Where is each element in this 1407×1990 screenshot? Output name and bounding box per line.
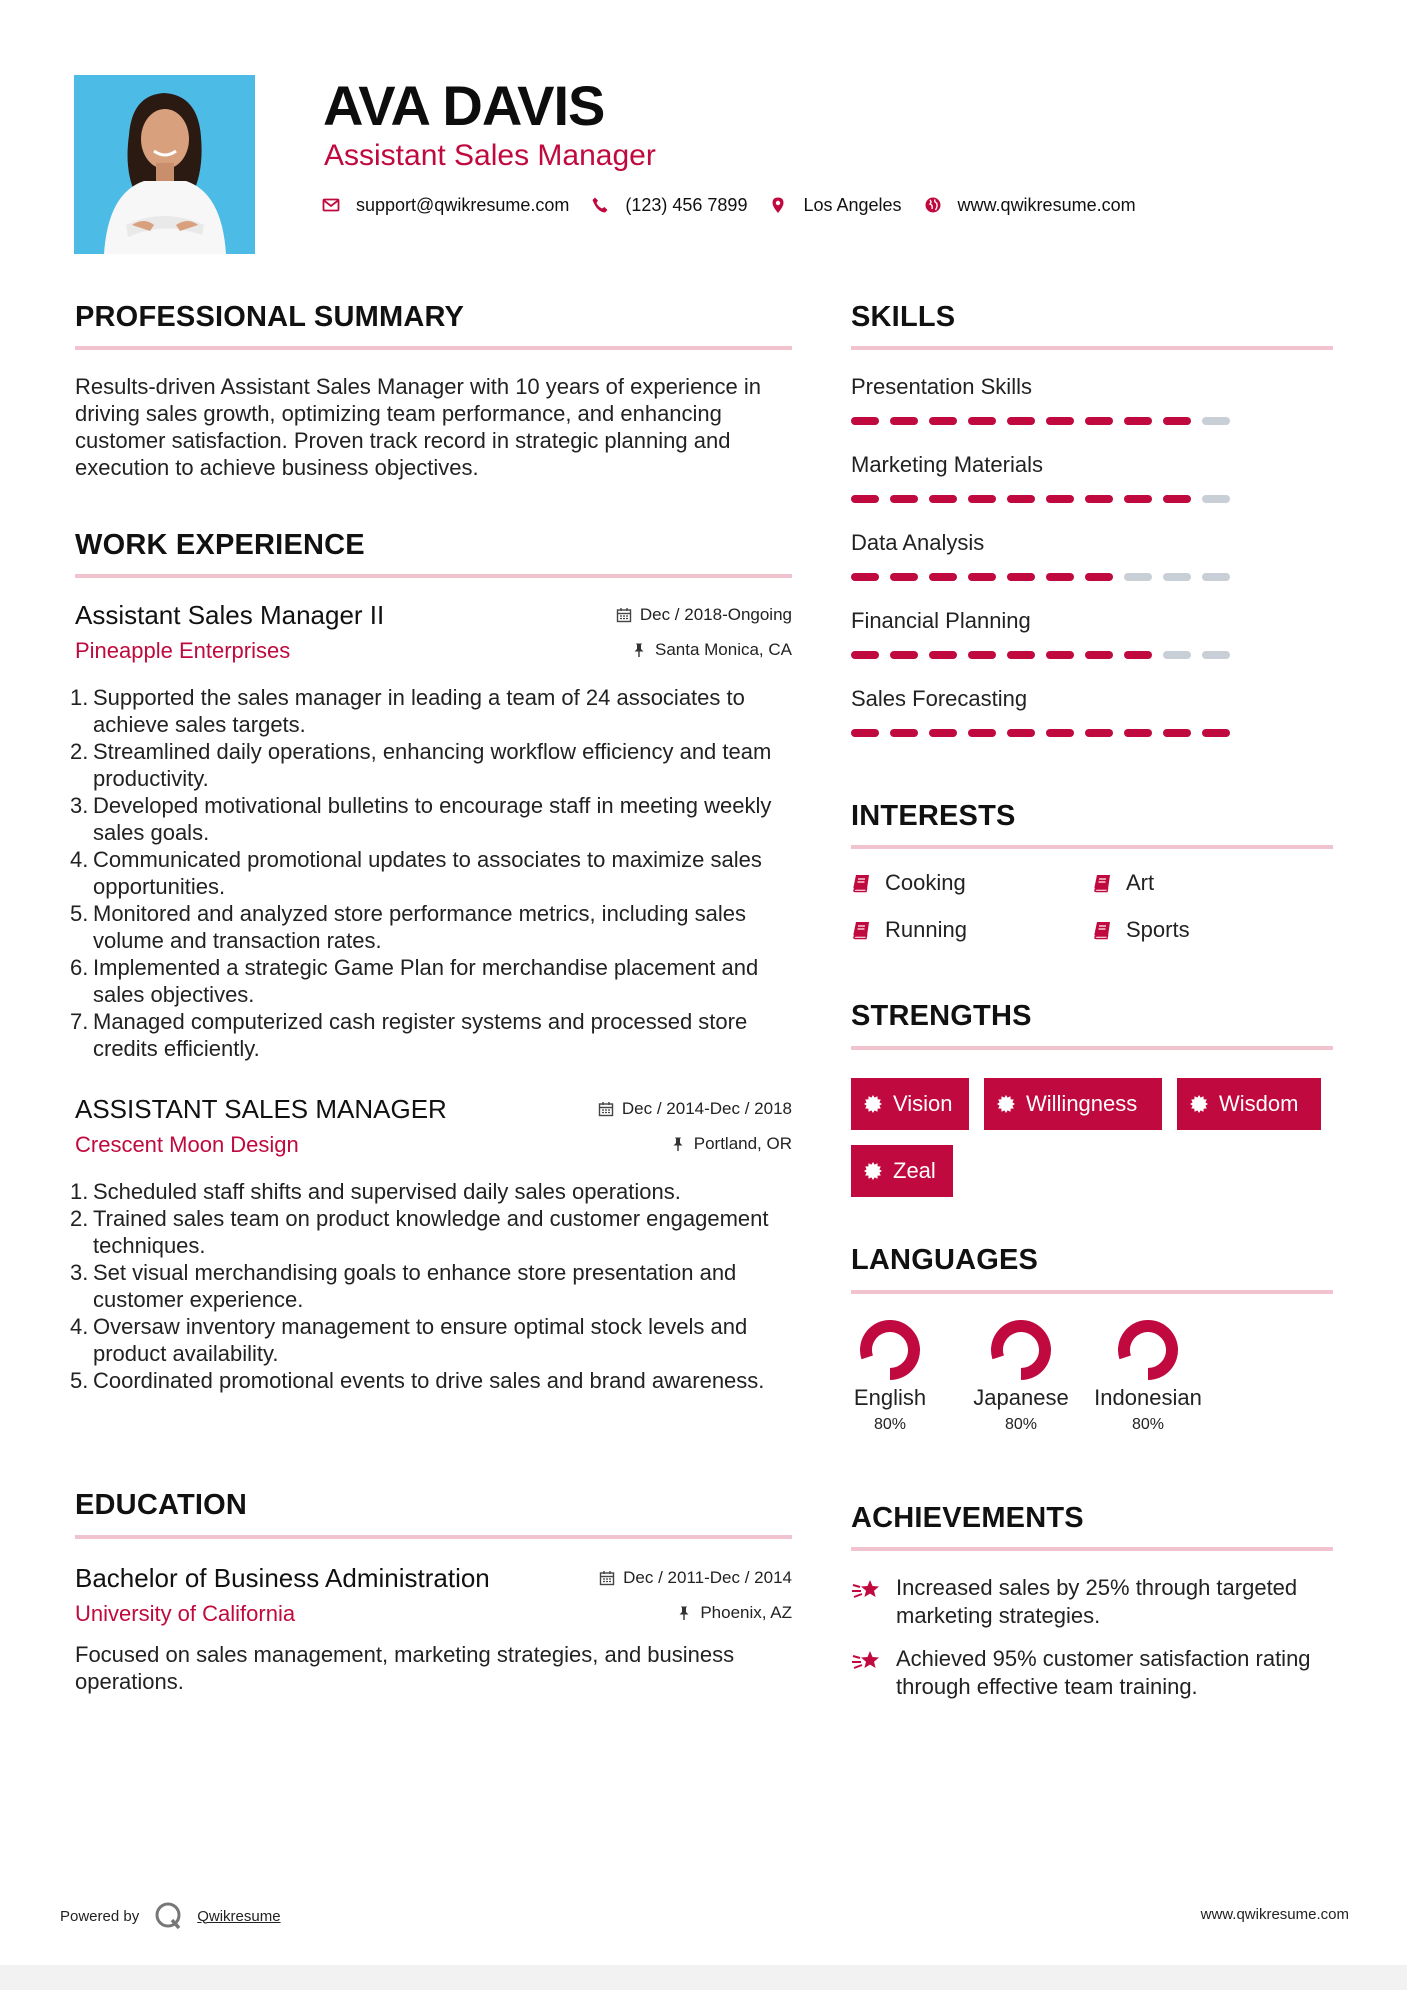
skill-item xyxy=(851,529,1251,557)
skill-segment xyxy=(1085,573,1113,581)
contact-location xyxy=(769,195,901,216)
gear-badge-icon xyxy=(863,1161,883,1181)
skill-segment xyxy=(1124,417,1152,425)
education-description: Focused on sales management, marketing strategies, and business operations. xyxy=(75,1642,735,1694)
website-text: www.qwikresume.com xyxy=(957,194,1136,215)
education-date xyxy=(599,1568,792,1588)
portrait-illustration xyxy=(74,75,255,254)
interest-label: Art xyxy=(1126,870,1155,895)
skill-name: Marketing Materials xyxy=(851,452,1043,477)
list-item: 6. Implemented a strategic Game Plan for merchandise placement and sales objectives. xyxy=(70,955,759,1007)
shooting-star-icon xyxy=(851,1576,883,1604)
interest-label: Cooking xyxy=(885,870,966,895)
powered-by-label: Powered by xyxy=(60,1907,140,1925)
skill-segment xyxy=(1163,729,1191,737)
achievement-item xyxy=(851,1574,1351,1630)
skill-segment xyxy=(1163,573,1191,581)
qwikresume-logo-icon xyxy=(153,1900,185,1932)
skill-name: Sales Forecasting xyxy=(851,686,1028,711)
job-location-text-2: Portland, OR xyxy=(693,1134,792,1153)
skill-segment xyxy=(851,651,879,659)
interest-item xyxy=(1092,917,1190,943)
list-item: 1. Scheduled staff shifts and supervised daily sales operations. xyxy=(70,1179,681,1204)
skill-segment xyxy=(890,495,918,503)
strength-label: Zeal xyxy=(893,1158,936,1183)
skill-level-bar xyxy=(851,651,1251,659)
achievement-text: Achieved 95% customer satisfaction rating through effective team training. xyxy=(896,1646,1311,1699)
strengths-rule xyxy=(851,1046,1333,1050)
skill-segment xyxy=(968,495,996,503)
language-ring xyxy=(1116,1318,1180,1382)
interest-item xyxy=(851,917,967,943)
skill-segment xyxy=(1163,495,1191,503)
job-bullets-2 xyxy=(70,1178,800,1394)
skill-segment xyxy=(1124,729,1152,737)
language-name: Indonesian xyxy=(1094,1385,1202,1410)
skill-segment xyxy=(929,417,957,425)
skill-segment xyxy=(1085,651,1113,659)
skill-segment xyxy=(1202,651,1230,659)
skill-segment xyxy=(929,729,957,737)
skill-segment xyxy=(1202,573,1230,581)
skill-segment xyxy=(1085,417,1113,425)
job-entry-2 xyxy=(75,1093,792,1163)
skill-segment xyxy=(1124,573,1152,581)
job-date-text-2: Dec / 2014-Dec / 2018 xyxy=(621,1099,792,1118)
profile-photo xyxy=(74,75,255,254)
skill-item xyxy=(851,685,1251,713)
interest-item xyxy=(851,870,966,896)
education-rule xyxy=(75,1535,792,1539)
job-location-1 xyxy=(631,640,792,660)
skill-segment xyxy=(1202,417,1230,425)
degree-name: Bachelor of Business Administration xyxy=(75,1563,490,1593)
job-location-text-1: Santa Monica, CA xyxy=(654,640,792,659)
skill-segment xyxy=(1202,729,1230,737)
book-icon xyxy=(851,919,873,941)
language-ring xyxy=(989,1318,1053,1382)
skill-segment xyxy=(1085,729,1113,737)
interest-item xyxy=(1092,870,1154,896)
job-company-1: Pineapple Enterprises xyxy=(75,638,291,663)
school-name: University of California xyxy=(75,1601,296,1626)
skills-rule xyxy=(851,346,1333,350)
language-item xyxy=(845,1318,935,1436)
location-text: Los Angeles xyxy=(803,194,902,215)
language-percent: 80% xyxy=(1004,1416,1038,1433)
skill-segment xyxy=(968,417,996,425)
skill-name: Financial Planning xyxy=(851,608,1031,633)
summary-heading: PROFESSIONAL SUMMARY xyxy=(75,301,465,333)
education-entry xyxy=(75,1562,792,1632)
achievement-item xyxy=(851,1645,1351,1701)
skill-segment xyxy=(890,573,918,581)
job-date-text-1: Dec / 2018-Ongoing xyxy=(639,605,792,624)
list-item: 3. Developed motivational bulletins to encourage staff in meeting weekly sales goals. xyxy=(70,793,772,845)
list-item: 4. Oversaw inventory management to ensure optimal stock levels and product availability. xyxy=(70,1314,748,1366)
skill-segment xyxy=(1202,495,1230,503)
list-item: 5. Monitored and analyzed store performance metrics, including sales volume and transaction rates. xyxy=(70,901,746,953)
interests-heading: INTERESTS xyxy=(851,800,1016,832)
skill-segment xyxy=(890,651,918,659)
skill-item xyxy=(851,607,1251,635)
skill-segment xyxy=(929,573,957,581)
candidate-title: Assistant Sales Manager xyxy=(324,139,656,172)
education-location xyxy=(676,1603,792,1623)
strength-badge xyxy=(984,1078,1162,1130)
contact-email[interactable] xyxy=(322,195,569,216)
contact-website[interactable] xyxy=(924,195,1136,216)
list-item: 2. Trained sales team on product knowledge and customer engagement techniques. xyxy=(70,1206,769,1258)
skill-segment xyxy=(1007,573,1035,581)
skill-segment xyxy=(851,573,879,581)
pushpin-icon xyxy=(631,642,647,658)
list-item: 1. Supported the sales manager in leading a team of 24 associates to achieve sales targets. xyxy=(70,685,745,737)
list-item: 2. Streamlined daily operations, enhancing workflow efficiency and team productivity. xyxy=(70,739,772,791)
job-company-2: Crescent Moon Design xyxy=(75,1132,299,1157)
skill-level-bar xyxy=(851,495,1251,503)
education-heading: EDUCATION xyxy=(75,1489,248,1521)
skill-segment xyxy=(1124,651,1152,659)
achievement-text: Increased sales by 25% through targeted marketing strategies. xyxy=(896,1575,1298,1628)
email-text: support@qwikresume.com xyxy=(356,194,570,215)
skill-segment xyxy=(929,651,957,659)
page-bottom-edge xyxy=(0,1965,1407,1990)
candidate-name: AVA DAVIS xyxy=(323,74,605,137)
skill-segment xyxy=(1085,495,1113,503)
skill-segment xyxy=(851,495,879,503)
skill-segment xyxy=(968,573,996,581)
skill-segment xyxy=(1007,729,1035,737)
job-title-2: ASSISTANT SALES MANAGER xyxy=(75,1094,447,1124)
contact-bar xyxy=(322,192,1158,218)
skill-name: Presentation Skills xyxy=(851,374,1032,399)
summary-rule xyxy=(75,346,792,350)
language-item xyxy=(1088,1318,1208,1436)
language-item xyxy=(966,1318,1076,1436)
strength-badge xyxy=(1177,1078,1321,1130)
skill-segment xyxy=(968,729,996,737)
language-percent: 80% xyxy=(1131,1416,1165,1433)
strength-label: Vision xyxy=(893,1091,953,1116)
skill-segment xyxy=(1007,651,1035,659)
skill-segment xyxy=(1046,495,1074,503)
education-location-text: Phoenix, AZ xyxy=(700,1603,792,1622)
achievements-rule xyxy=(851,1547,1333,1551)
pushpin-icon xyxy=(670,1136,686,1152)
strengths-heading: STRENGTHS xyxy=(851,1000,1032,1032)
interest-label: Sports xyxy=(1126,917,1190,942)
strength-label: Wisdom xyxy=(1219,1091,1299,1116)
language-name: Japanese xyxy=(973,1385,1069,1410)
skill-segment xyxy=(890,729,918,737)
list-item: 3. Set visual merchandising goals to enhance store presentation and customer experience. xyxy=(70,1260,737,1312)
skill-segment xyxy=(1046,573,1074,581)
summary-text: Results-driven Assistant Sales Manager with 10 years of experience in driving sales growth, optimizing team performance, and enhancing customer satisfaction. Proven track record in strategic planning and execution to achieve business objectives. xyxy=(75,374,762,480)
list-item: 7. Managed computerized cash register systems and processed store credits efficiently. xyxy=(70,1009,748,1061)
experience-rule xyxy=(75,574,792,578)
language-ring xyxy=(858,1318,922,1382)
map-pin-icon xyxy=(769,196,787,214)
footer-powered-by xyxy=(60,1900,281,1932)
job-bullets-1 xyxy=(70,684,800,1062)
education-date-text: Dec / 2011-Dec / 2014 xyxy=(623,1568,792,1587)
job-title-1: Assistant Sales Manager II xyxy=(75,600,385,630)
skill-segment xyxy=(1046,729,1074,737)
calendar-icon xyxy=(598,1101,614,1117)
skill-segment xyxy=(929,495,957,503)
skill-level-bar xyxy=(851,729,1251,737)
skill-segment xyxy=(890,417,918,425)
list-item: 5. Coordinated promotional events to drive sales and brand awareness. xyxy=(70,1368,765,1393)
footer-website[interactable]: www.qwikresume.com xyxy=(1200,1906,1349,1923)
phone-text: (123) 456 7899 xyxy=(625,194,748,215)
shooting-star-icon xyxy=(851,1647,883,1675)
book-icon xyxy=(851,872,873,894)
book-icon xyxy=(1092,919,1114,941)
skill-item xyxy=(851,451,1251,479)
interest-label: Running xyxy=(885,917,967,942)
interests-rule xyxy=(851,845,1333,849)
qwikresume-link[interactable]: Qwikresume xyxy=(197,1907,281,1925)
skill-level-bar xyxy=(851,573,1251,581)
skill-segment xyxy=(968,651,996,659)
job-location-2 xyxy=(670,1134,792,1154)
calendar-icon xyxy=(599,1570,615,1586)
strength-badge xyxy=(851,1078,969,1130)
job-date-2 xyxy=(598,1099,792,1119)
gear-badge-icon xyxy=(996,1094,1016,1114)
gear-badge-icon xyxy=(1189,1094,1209,1114)
envelope-icon xyxy=(322,196,340,214)
skill-segment xyxy=(1163,417,1191,425)
skill-segment xyxy=(1046,417,1074,425)
skill-segment xyxy=(851,417,879,425)
calendar-icon xyxy=(616,607,632,623)
language-percent: 80% xyxy=(873,1416,907,1433)
language-name: English xyxy=(853,1385,927,1410)
pushpin-icon xyxy=(676,1605,692,1621)
phone-icon xyxy=(591,196,609,214)
skill-segment xyxy=(1163,651,1191,659)
strength-label: Willingness xyxy=(1026,1091,1138,1116)
contact-phone[interactable] xyxy=(591,195,747,216)
book-icon xyxy=(1092,872,1114,894)
achievements-heading: ACHIEVEMENTS xyxy=(851,1502,1084,1534)
experience-heading: WORK EXPERIENCE xyxy=(75,529,365,561)
skill-segment xyxy=(1124,495,1152,503)
skill-level-bar xyxy=(851,417,1251,425)
languages-heading: LANGUAGES xyxy=(851,1244,1039,1276)
gear-badge-icon xyxy=(863,1094,883,1114)
list-item: 4. Communicated promotional updates to associates to maximize sales opportunities. xyxy=(70,847,762,899)
job-entry-1 xyxy=(75,599,792,669)
skill-name: Data Analysis xyxy=(851,530,985,555)
skill-segment xyxy=(851,729,879,737)
skill-segment xyxy=(1007,495,1035,503)
job-date-1 xyxy=(616,605,792,625)
skill-item xyxy=(851,373,1251,401)
globe-icon xyxy=(924,196,942,214)
skill-segment xyxy=(1007,417,1035,425)
skill-segment xyxy=(1046,651,1074,659)
strength-badge xyxy=(851,1145,953,1197)
languages-rule xyxy=(851,1290,1333,1294)
skills-heading: SKILLS xyxy=(851,301,956,333)
